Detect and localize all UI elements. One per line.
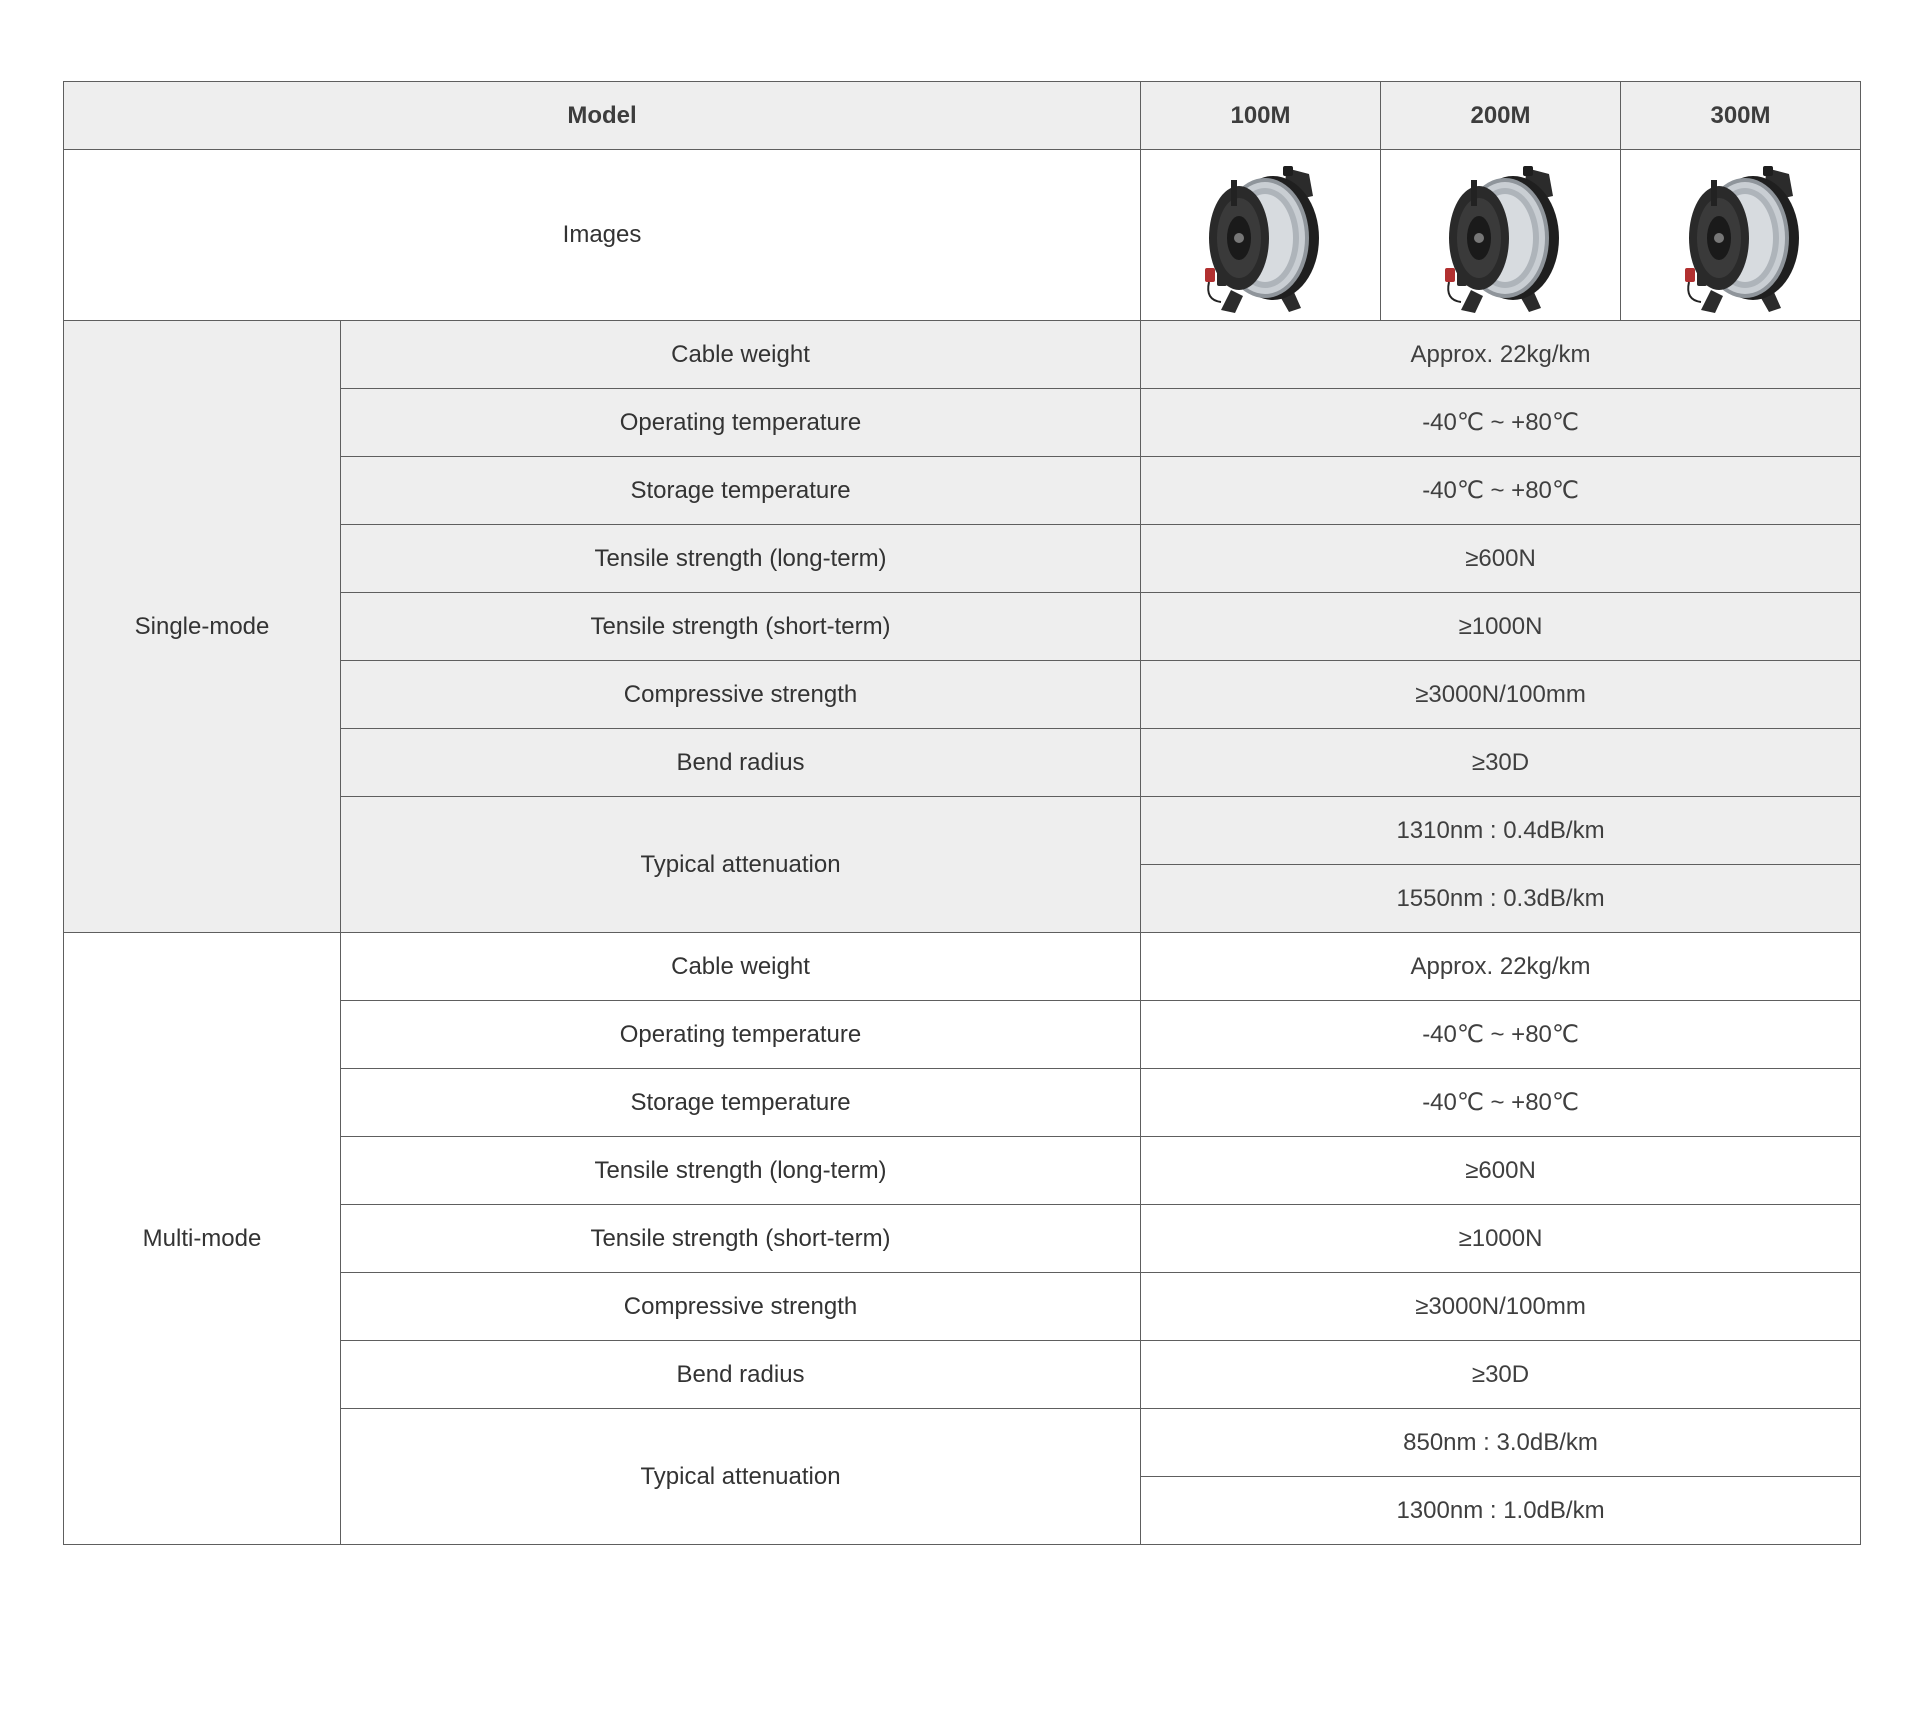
attenuation-label: Typical attenuation: [341, 797, 1141, 933]
header-row: [64, 82, 1861, 150]
spec-row: [64, 933, 1861, 1001]
attenuation-value: 1310nm : 0.4dB/km: [1141, 797, 1861, 865]
spec-row: [64, 321, 1861, 389]
parameter-value: Approx. 22kg/km: [1141, 933, 1861, 1001]
parameter-label: Tensile strength (short-term): [341, 593, 1141, 661]
parameter-label: Storage temperature: [341, 457, 1141, 525]
parameter-value: ≥30D: [1141, 1341, 1861, 1409]
image-cell-200m: [1381, 150, 1621, 321]
parameter-value: ≥1000N: [1141, 1205, 1861, 1273]
parameter-value: -40℃ ~ +80℃: [1141, 457, 1861, 525]
parameter-label: Cable weight: [341, 933, 1141, 1001]
parameter-label: Cable weight: [341, 321, 1141, 389]
attenuation-label: Typical attenuation: [341, 1409, 1141, 1545]
model-300m-header: 300M: [1621, 82, 1861, 150]
parameter-label: Tensile strength (short-term): [341, 1205, 1141, 1273]
images-label: Images: [64, 150, 1141, 321]
cable-reel-image: [1431, 150, 1571, 320]
parameter-value: ≥600N: [1141, 525, 1861, 593]
parameter-value: ≥600N: [1141, 1137, 1861, 1205]
parameter-value: Approx. 22kg/km: [1141, 321, 1861, 389]
parameter-value: -40℃ ~ +80℃: [1141, 1069, 1861, 1137]
single-mode-group-label: Single-mode: [64, 321, 341, 933]
image-cell-300m: [1621, 150, 1861, 321]
model-100m-header: 100M: [1141, 82, 1381, 150]
parameter-label: Tensile strength (long-term): [341, 525, 1141, 593]
parameter-value: -40℃ ~ +80℃: [1141, 1001, 1861, 1069]
parameter-label: Storage temperature: [341, 1069, 1141, 1137]
model-200m-header: 200M: [1381, 82, 1621, 150]
images-row: [64, 150, 1861, 321]
cable-reel-image: [1191, 150, 1331, 320]
parameter-value: -40℃ ~ +80℃: [1141, 389, 1861, 457]
model-header: Model: [64, 82, 1141, 150]
attenuation-value: 850nm : 3.0dB/km: [1141, 1409, 1861, 1477]
parameter-value: ≥1000N: [1141, 593, 1861, 661]
image-cell-100m: [1141, 150, 1381, 321]
parameter-label: Operating temperature: [341, 1001, 1141, 1069]
parameter-value: ≥3000N/100mm: [1141, 661, 1861, 729]
spec-table: [63, 81, 1861, 1545]
parameter-label: Bend radius: [341, 729, 1141, 797]
parameter-label: Tensile strength (long-term): [341, 1137, 1141, 1205]
parameter-label: Bend radius: [341, 1341, 1141, 1409]
parameter-label: Compressive strength: [341, 661, 1141, 729]
parameter-value: ≥3000N/100mm: [1141, 1273, 1861, 1341]
cable-reel-image: [1671, 150, 1811, 320]
attenuation-value: 1550nm : 0.3dB/km: [1141, 865, 1861, 933]
parameter-value: ≥30D: [1141, 729, 1861, 797]
parameter-label: Operating temperature: [341, 389, 1141, 457]
attenuation-value: 1300nm : 1.0dB/km: [1141, 1477, 1861, 1545]
multi-mode-group-label: Multi-mode: [64, 933, 341, 1545]
parameter-label: Compressive strength: [341, 1273, 1141, 1341]
